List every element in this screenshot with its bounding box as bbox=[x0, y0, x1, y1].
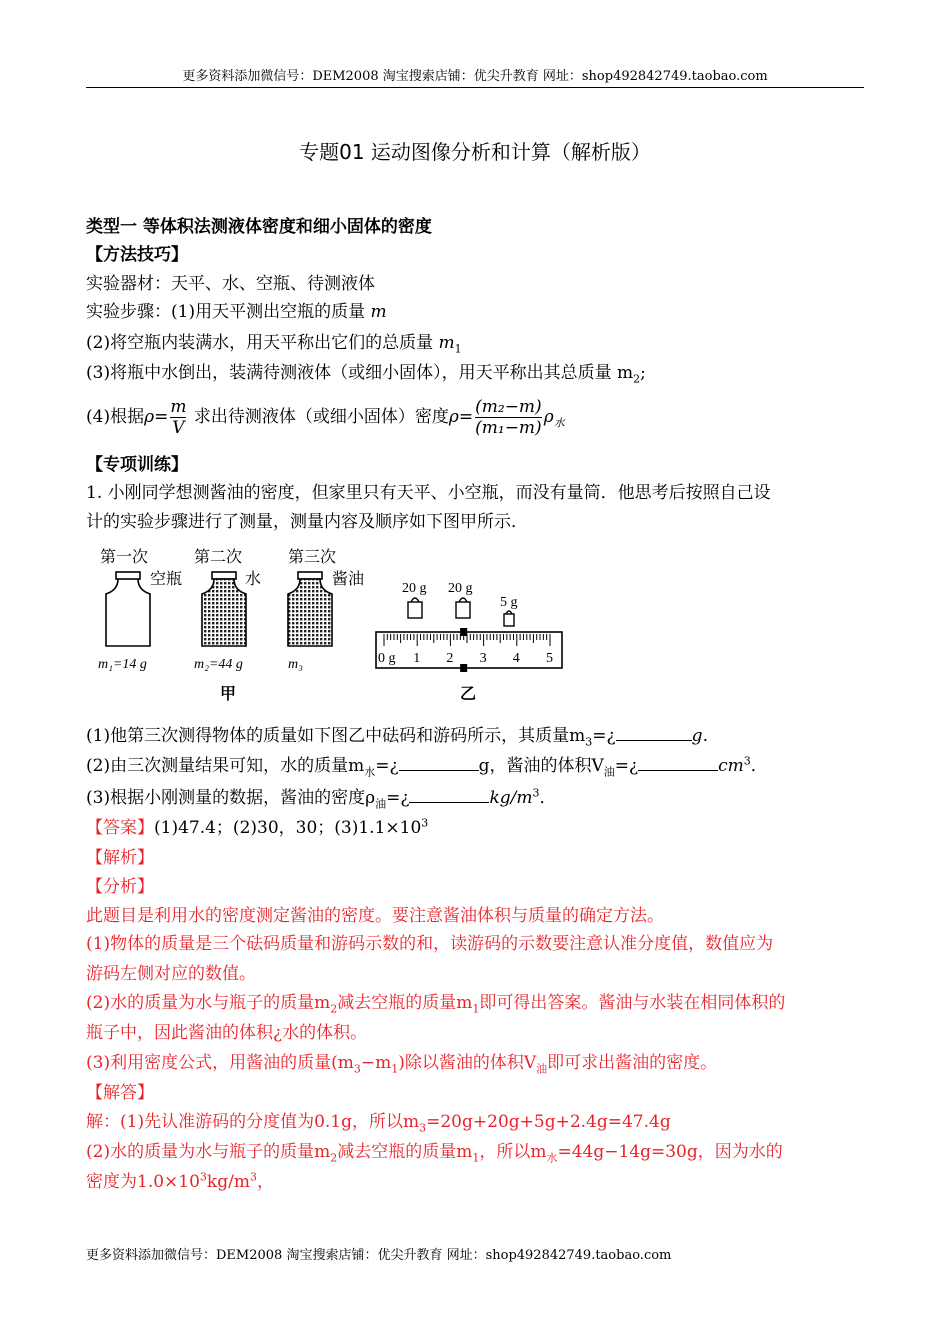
scale-tick-label-2: 2 bbox=[446, 651, 454, 666]
caption-yi: 乙 bbox=[460, 684, 477, 703]
content-2-label: 水 bbox=[245, 571, 262, 588]
experiment-figure bbox=[92, 542, 572, 712]
step-4: (4)根据ρ= $\frac{m}{V}$ 求出待测液体（或细小固体）密度ρ= $\frac{\text{(m₂−m)}}{\text{(m₁−m)}}$ $\rho_水$ bbox=[86, 397, 565, 438]
bottle-2-label: 第二次 bbox=[194, 549, 243, 566]
question-1-line-1: 1. 小刚同学想测酱油的密度，但家里只有天平、小空瓶，而没有量筒．他思考后按照自己设 bbox=[86, 483, 771, 503]
weight-1-label: 20 g bbox=[402, 581, 427, 596]
bottle-soy bbox=[288, 572, 332, 646]
jieda-heading: 【解答】 bbox=[86, 1083, 154, 1103]
mass-2-label: m₂=44 g bbox=[194, 657, 243, 672]
mass-3-label: m₃ bbox=[288, 657, 303, 672]
question-part-3: (3)根据小刚测量的数据，酱油的密度$\rho_油=¿$ $kg/m^3$． bbox=[86, 784, 866, 810]
solution-line-2: (2)水的质量为水与瓶子的质量$m_2$减去空瓶的质量$m_1$，所以$m_水=44g-14g=30g$，因为水的 bbox=[86, 1142, 783, 1165]
weight-2-label: 20 g bbox=[448, 581, 473, 596]
fenxi-heading: 【分析】 bbox=[86, 877, 154, 897]
weight-3 bbox=[504, 611, 514, 626]
question-1-line-2: 计的实验步骤进行了测量，测量内容及顺序如下图甲所示． bbox=[86, 512, 528, 532]
step-3: (3)将瓶中水倒出，装满待测液体（或细小固体），用天平称出其总质量 $m_2$; bbox=[86, 363, 646, 386]
weight-3-label: 5 g bbox=[500, 595, 518, 610]
answer-blank-2[interactable] bbox=[399, 752, 479, 771]
content-3-label: 酱油 bbox=[332, 571, 365, 588]
page-header: 更多资料添加微信号：DEM2008 淘宝搜索店铺：优尖升教育 网址：shop492842749.taobao.com bbox=[182, 69, 768, 84]
answer-line: 【答案】(1)47.4；(2)30，30；$(3)1.1\times 10^3$ bbox=[86, 816, 429, 838]
materials-line: 实验器材：天平、水、空瓶、待测液体 bbox=[86, 274, 375, 294]
rider-top bbox=[460, 628, 467, 636]
bottle-1-label: 第一次 bbox=[100, 549, 149, 566]
question-part-1: (1)他第三次测得物体的质量如下图乙中砝码和游码所示，其质量$m_3=¿$ g． bbox=[86, 722, 866, 748]
mass-1-label: m₁=14 g bbox=[98, 657, 147, 672]
analysis-line-2: (1)物体的质量是三个砝码质量和游码示数的和，读游码的示数要注意认准分度值，数值应为 bbox=[86, 934, 774, 954]
page-footer: 更多资料添加微信号：DEM2008 淘宝搜索店铺：优尖升教育 网址：shop492842749.taobao.com bbox=[86, 1248, 672, 1263]
method-heading: 【方法技巧】 bbox=[86, 245, 188, 265]
bottle-3-label: 第三次 bbox=[288, 549, 337, 566]
analysis-line-1: 此题目是利用水的密度测定酱油的密度。要注意酱油体积与质量的确定方法。 bbox=[86, 906, 664, 926]
analysis-line-6: (3)利用密度公式，用酱油的质量$(m_3-m_1)$除以酱油的体积$V_油$即可求出酱油的密度。 bbox=[86, 1053, 718, 1076]
step-2: (2)将空瓶内装满水，用天平称出它们的总质量 $m_1$ bbox=[86, 333, 462, 356]
weight-1 bbox=[408, 598, 422, 618]
fraction-density-formula: $\frac{\text{(m₂−m)}}{\text{(m₁−m)}}$ bbox=[475, 397, 542, 438]
solution-line-3: 密度为$1.0\times 10^3kg/m^3$， bbox=[86, 1170, 274, 1192]
bottle-water bbox=[202, 572, 246, 646]
answer-blank-4[interactable] bbox=[409, 784, 489, 803]
bottle-empty bbox=[106, 572, 150, 646]
balance-scale-bar bbox=[376, 628, 562, 672]
content-1-label: 空瓶 bbox=[150, 571, 183, 588]
training-heading: 【专项训练】 bbox=[86, 455, 188, 475]
scale-tick-label-4: 4 bbox=[512, 651, 520, 666]
scale-tick-label-1: 1 bbox=[413, 651, 421, 666]
header-rule bbox=[86, 87, 864, 88]
solution-line-1: 解：(1)先认准游码的分度值为0.1g，所以$m_3=20g+20g+5g+2.4g=47.4g$ bbox=[86, 1112, 671, 1135]
answer-blank-3[interactable] bbox=[638, 752, 718, 771]
analysis-line-3: 游码左侧对应的数值。 bbox=[86, 964, 256, 984]
page-title: 专题01 运动图像分析和计算（解析版） bbox=[299, 140, 651, 164]
rider-bottom bbox=[460, 664, 467, 672]
caption-jia: 甲 bbox=[220, 684, 237, 703]
step-1: 实验步骤：(1)用天平测出空瓶的质量 m bbox=[86, 302, 387, 322]
weight-2 bbox=[456, 598, 470, 618]
fraction-m-over-v: $\frac{m}{V}$ bbox=[170, 397, 187, 438]
scale-tick-label-3: 3 bbox=[479, 651, 487, 666]
scale-tick-label-5: 5 bbox=[546, 651, 553, 666]
analysis-line-4: (2)水的质量为水与瓶子的质量$m_2$减去空瓶的质量$m_1$即可得出答案。酱油与水装在相同体积的 bbox=[86, 993, 786, 1016]
analysis-line-5: 瓶子中，因此酱油的体积¿水的体积。 bbox=[86, 1023, 368, 1043]
scale-tick-label-0: 0 g bbox=[378, 651, 396, 666]
answer-blank-1[interactable] bbox=[616, 722, 692, 741]
question-part-2: (2)由三次测量结果可知，水的质量$m_水=¿$ g，酱油的体积$V_油=¿$ $cm^3$． bbox=[86, 752, 866, 778]
jiexi-heading: 【解析】 bbox=[86, 848, 154, 868]
type-heading: 类型一 等体积法测液体密度和细小固体的密度 bbox=[86, 217, 432, 237]
